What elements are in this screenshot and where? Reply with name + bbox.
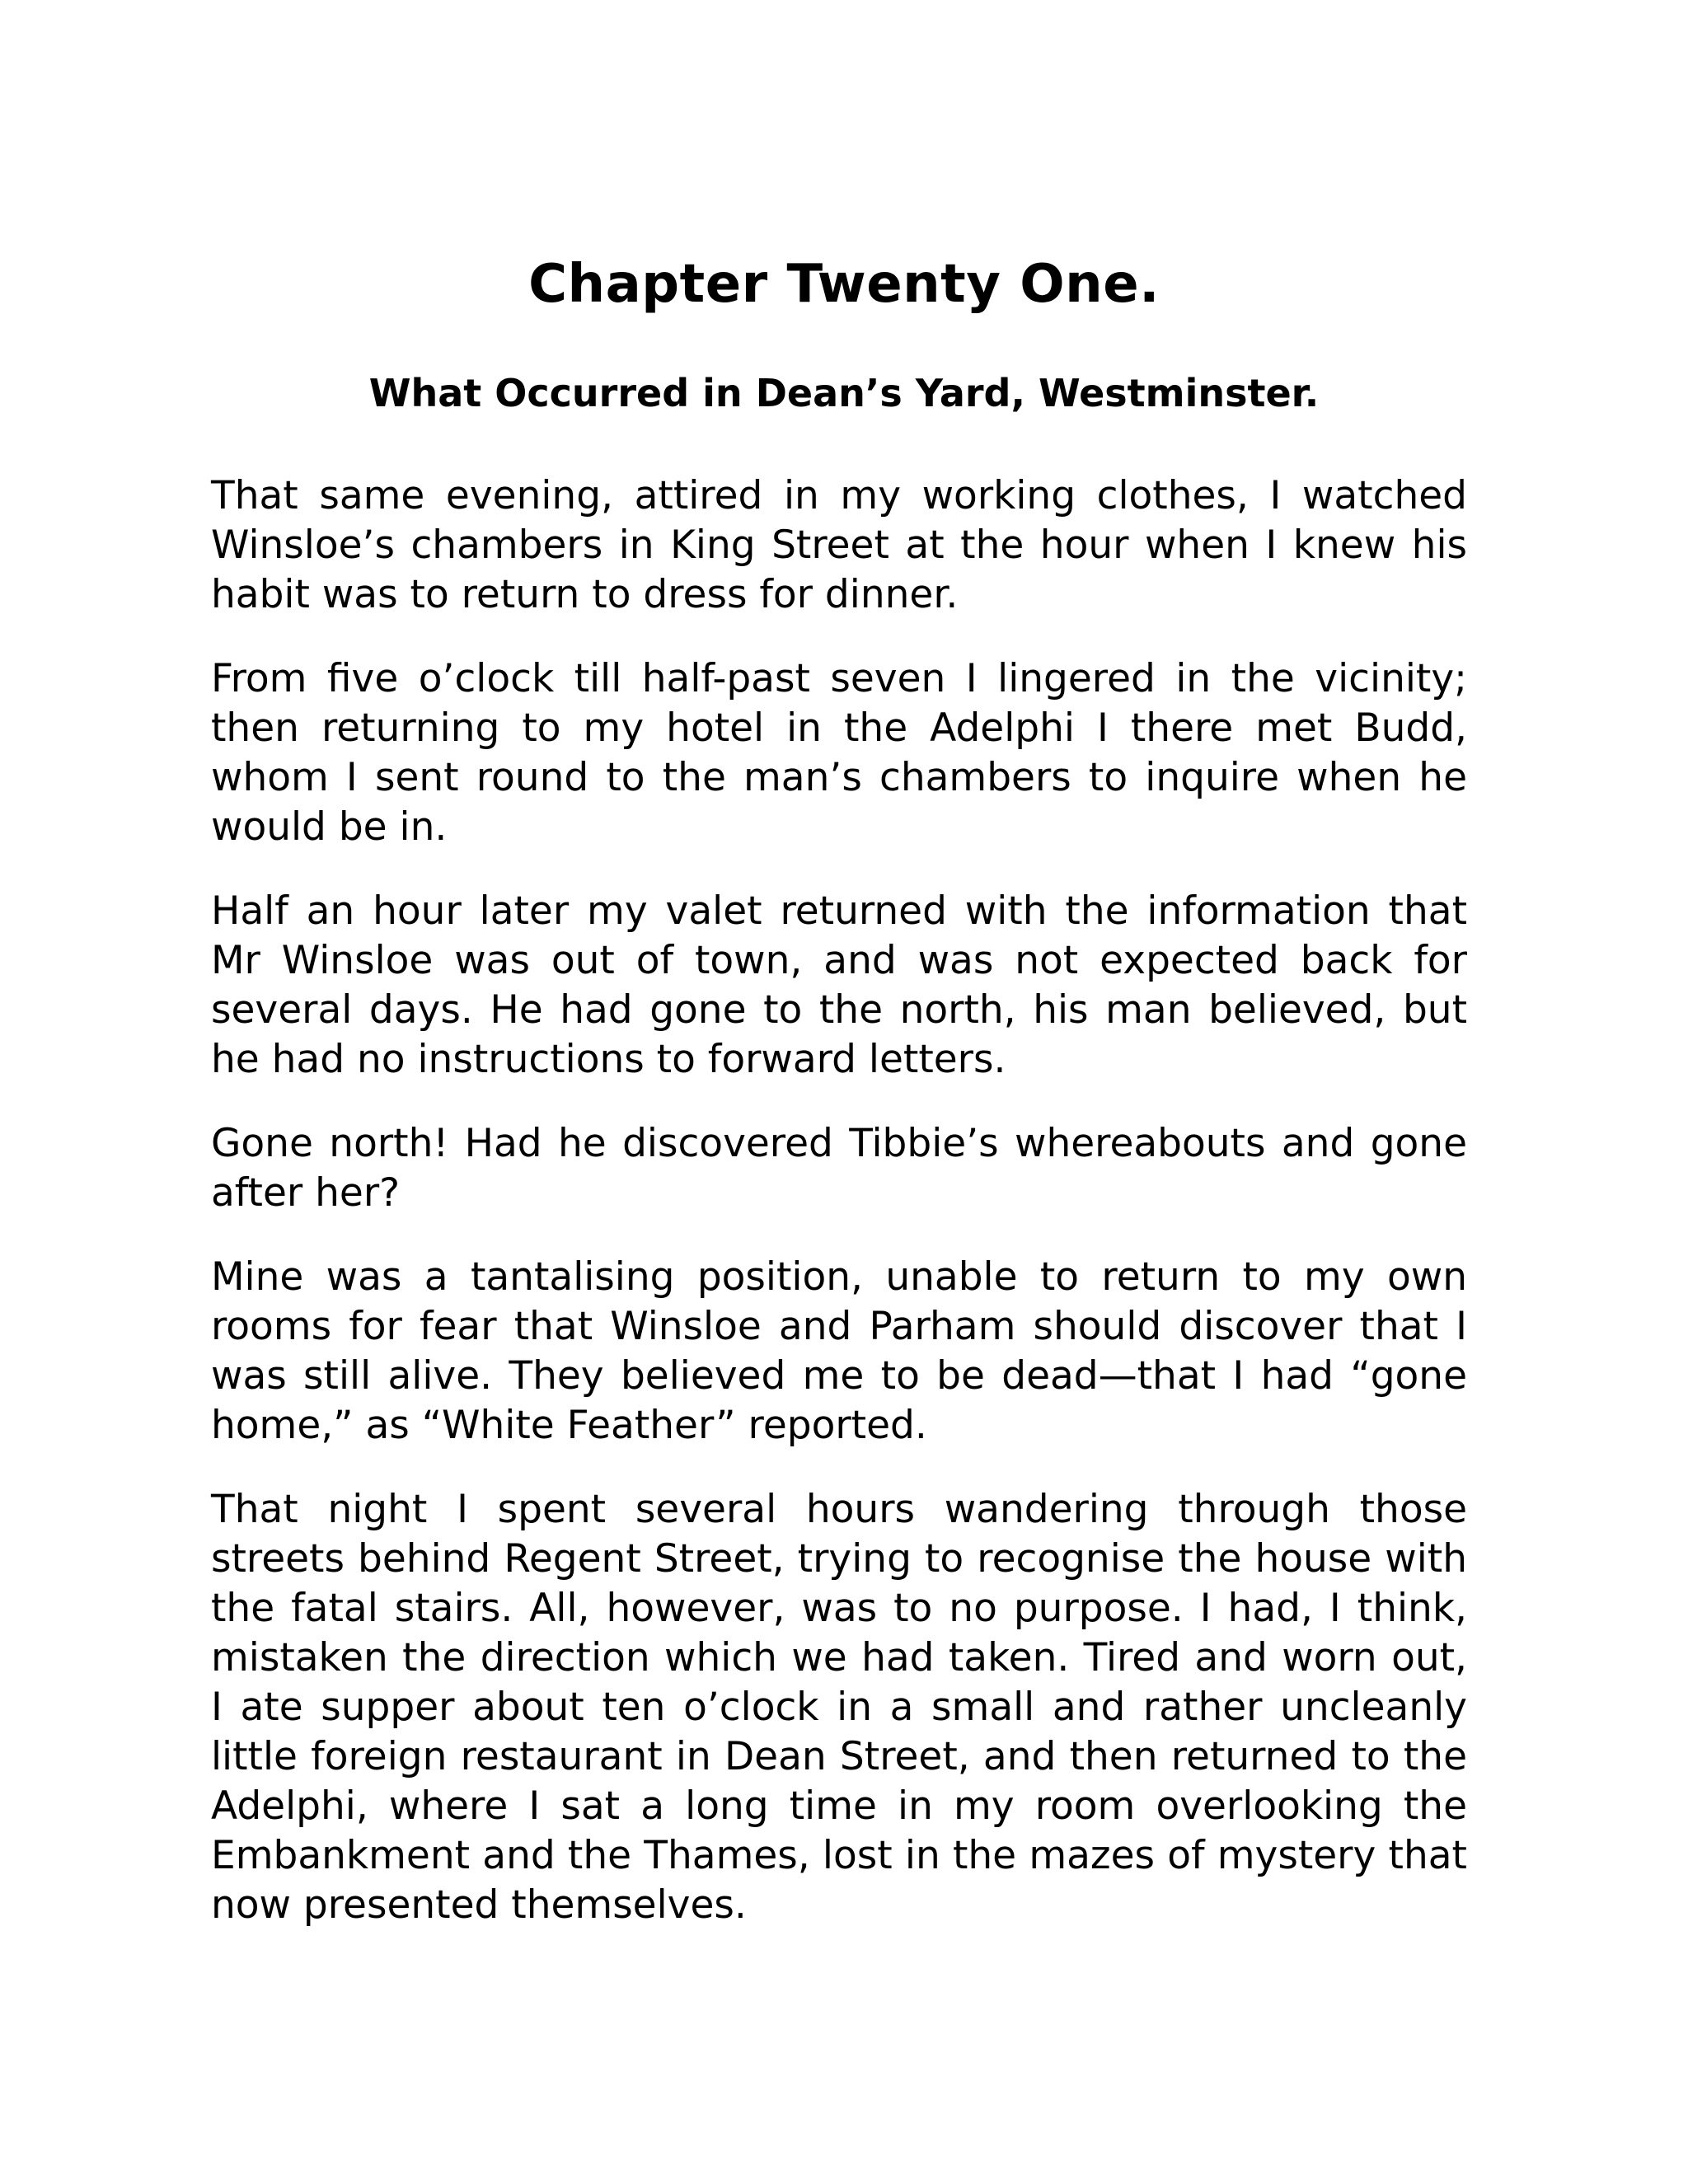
paragraph-5: Mine was a tantalising position, unable to return to my own rooms for fear that Winsloe and Parham should discover that I was still alive. They believed me to be dead—that I had “gone home,” as “White Feather” reported. <box>211 1254 1467 1448</box>
paragraph-6: That night I spent several hours wandering through those streets behind Regent Street, trying to recognise the house with the fatal stairs. All, however, was to no purpose. I had, I think, mistaken the direction which we had taken. Tired and worn out, I ate supper about ten o’clock in a small and rather uncleanly little foreign restaurant in Dean Street, and then returned to the Adelphi, where I sat a long time in my room overlooking the Embankment and the Thames, lost in the mazes of mystery that now presented themselves. <box>211 1487 1467 1928</box>
chapter-body <box>211 471 1467 1965</box>
chapter-title: Chapter Twenty One. <box>528 254 1160 315</box>
paragraph-2: From five o’clock till half-past seven I lingered in the vicinity; then returning to my hotel in the Adelphi I there met Budd, whom I sent round to the man’s chambers to inquire when he would be in. <box>211 656 1467 850</box>
paragraph-3: Half an hour later my valet returned with the information that Mr Winsloe was out of town, and was not expected back for several days. He had gone to the north, his man believed, but he had no instructions to forward letters. <box>211 888 1467 1082</box>
chapter-subtitle: What Occurred in Dean’s Yard, Westminster. <box>368 371 1320 415</box>
paragraph-4: Gone north! Had he discovered Tibbie’s whereabouts and gone after her? <box>211 1121 1467 1216</box>
paragraph-1: That same evening, attired in my working clothes, I watched Winsloe’s chambers in King Street at the hour when I knew his habit was to return to dress for dinner. <box>211 473 1467 617</box>
